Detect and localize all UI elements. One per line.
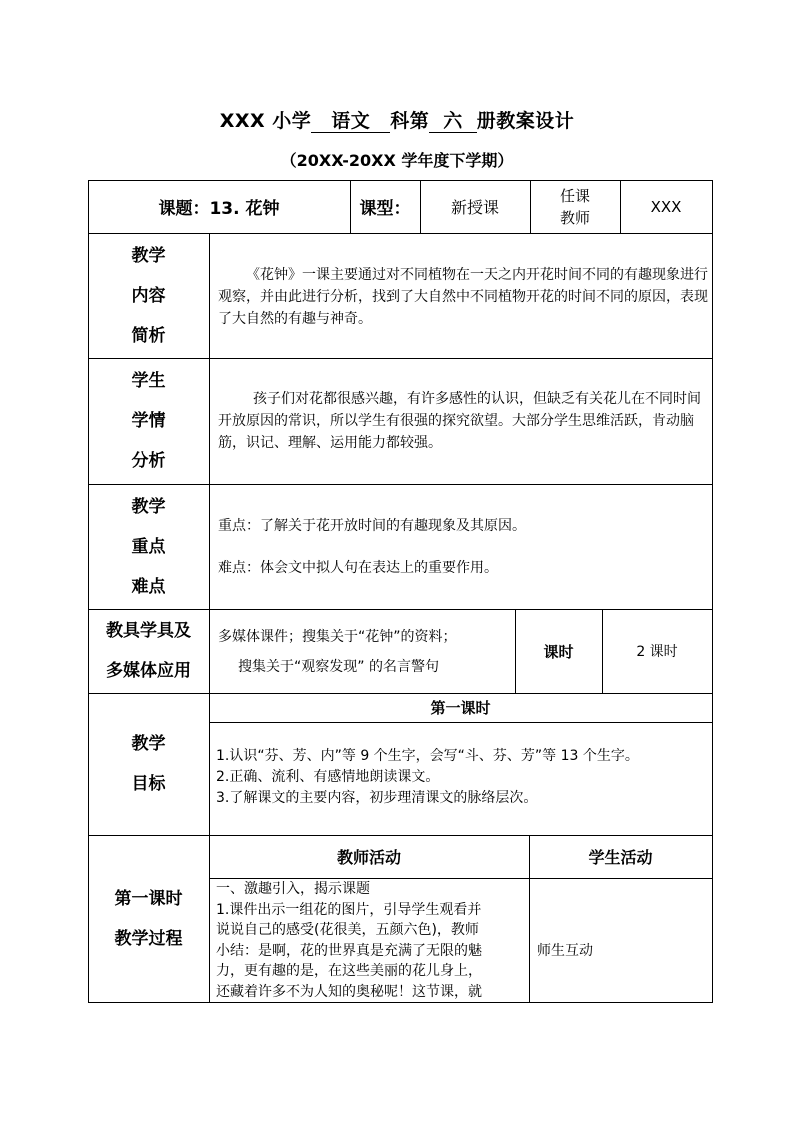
teacher-activity-line: 一、激趣引入，揭示课题 bbox=[216, 881, 370, 897]
title-suffix: 册教案设计 bbox=[476, 110, 575, 132]
title-volume: 六 bbox=[429, 110, 477, 133]
student-activity-text: 师生互动 bbox=[537, 943, 593, 959]
title-subject: 语文 bbox=[311, 110, 390, 133]
label-line: 重点 bbox=[131, 536, 166, 557]
label-line: 教学过程 bbox=[114, 928, 183, 949]
teacher-activity-line: 力，更有趣的是，在这些美丽的花儿身上， bbox=[216, 963, 482, 979]
title-prefix: XXX 小学 bbox=[219, 110, 312, 132]
document-subtitle: （20XX-20XX 学年度下学期） bbox=[280, 151, 514, 170]
teacher-value: XXX bbox=[650, 197, 682, 216]
student-analysis-text: 孩子们对花都很感兴趣，有许多感性的认识，但缺乏有关花儿在不同时间开放原因的常识，所以学生有很强的探究欲望。大部分学生思维活跃，肯动脑筋，识记、理解、运用能力都较强。 bbox=[218, 391, 701, 451]
process-label bbox=[88, 835, 209, 1002]
key-points-label bbox=[88, 484, 209, 609]
hours-label: 课时 bbox=[543, 642, 574, 661]
goals-list bbox=[216, 746, 710, 809]
label-line: 教学 bbox=[131, 245, 166, 266]
key-point-text: 重点：了解关于花开放时间的有趣现象及其原因。 bbox=[218, 518, 526, 534]
content-summary-text: 《花钟》一课主要通过对不同植物在一天之内开花时间不同的有趣现象进行观察，并由此进行分析，找到了大自然中不同植物开花的时间不同的原因，表现了大自然的有趣与神奇。 bbox=[218, 267, 708, 327]
row-divider bbox=[209, 722, 713, 723]
label-line: 分析 bbox=[131, 451, 166, 471]
title-mid: 科第 bbox=[390, 110, 430, 132]
tools-line-1: 多媒体课件；搜集关于“花钟”的资料； bbox=[218, 629, 457, 645]
teacher-activity-header: 教师活动 bbox=[336, 848, 401, 867]
difficulty-text: 难点：体会文中拟人句在表达上的重要作用。 bbox=[218, 560, 498, 576]
label-line: 学情 bbox=[131, 411, 166, 431]
label-line: 教具学具及 bbox=[106, 621, 191, 641]
student-activity-header: 学生活动 bbox=[588, 848, 653, 867]
col-divider bbox=[209, 233, 210, 1002]
teacher-activity-line: 1.课件出示一组花的图片，引导学生观看并 bbox=[216, 901, 482, 918]
content-summary-label bbox=[88, 233, 209, 358]
label-line: 简析 bbox=[131, 325, 166, 346]
goal-item: 1.认识“芬、芳、内”等 9 个生字，会写“斗、芬、芳”等 13 个生字。 bbox=[216, 748, 639, 764]
teacher-activity-text bbox=[216, 879, 526, 1002]
tools-label bbox=[88, 609, 209, 693]
student-analysis-label bbox=[88, 358, 209, 484]
label-line: 目标 bbox=[131, 774, 166, 794]
label-line: 教学 bbox=[131, 734, 166, 754]
label-line: 内容 bbox=[131, 285, 166, 306]
topic-cell: 课题：13. 花钟 bbox=[158, 199, 280, 219]
teacher-label bbox=[530, 180, 620, 233]
goals-section-title: 第一课时 bbox=[430, 699, 491, 717]
label-line: 多媒体应用 bbox=[106, 661, 191, 681]
teacher-label-line: 任课 bbox=[559, 186, 590, 205]
table-border bbox=[88, 1002, 713, 1003]
lesson-type-value: 新授课 bbox=[450, 198, 499, 217]
lesson-type-label: 课型： bbox=[359, 199, 411, 219]
goals-label bbox=[88, 693, 209, 835]
document-title bbox=[0, 106, 794, 133]
tools-line-2: 搜集关于“观察发现” 的名言警句 bbox=[238, 659, 439, 675]
teacher-activity-line: 还藏着许多不为人知的奥秘呢！这节课，就 bbox=[216, 983, 482, 1000]
label-line: 教学 bbox=[131, 496, 166, 517]
teacher-activity-line: 小结：是啊，花的世界真是充满了无限的魅 bbox=[216, 942, 482, 959]
hours-value: 2 课时 bbox=[636, 644, 678, 660]
goal-item: 2.正确、流利、有感情地朗读课文。 bbox=[216, 769, 440, 785]
label-line: 难点 bbox=[131, 576, 166, 597]
goal-item: 3.了解课文的主要内容，初步理清课文的脉络层次。 bbox=[216, 790, 538, 806]
label-line: 学生 bbox=[131, 371, 166, 391]
label-line: 第一课时 bbox=[114, 888, 183, 909]
teacher-label-line: 教师 bbox=[559, 208, 590, 227]
table-border bbox=[712, 180, 713, 1002]
teacher-activity-line: 说说自己的感受(花很美，五颜六色)，教师 bbox=[216, 922, 479, 938]
